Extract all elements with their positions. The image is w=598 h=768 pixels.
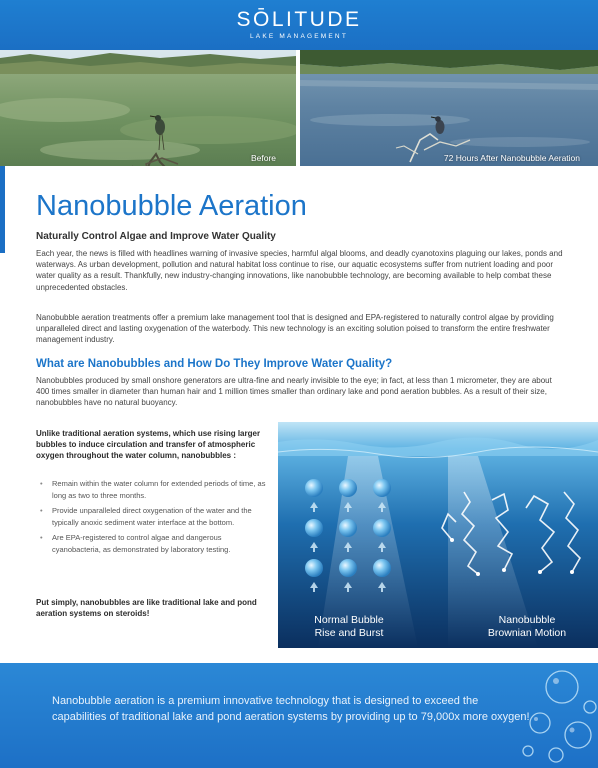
list-item [40,532,270,555]
comparison-closing: Put simply, nanobubbles are like traditional lake and pond aeration systems on steroids! [36,598,257,618]
page-subtitle: Naturally Control Algae and Improve Water Quality [36,231,276,242]
list-item-text: Are EPA-registered to control algae and dangerous cyanobacteria, as demonstrated by laboratory testing. [52,533,231,554]
normal-bubble-label-line1: Normal Bubble [314,614,384,626]
list-item-text: Provide unparalleled direct oxygenation of the water and the typically anoxic sediment water interface at the bottom. [52,506,252,527]
header-banner [0,0,598,50]
before-caption: Before [250,153,276,163]
bullet-icon: • [40,533,43,542]
after-caption: 72 Hours After Nanobubble Aeration [443,153,580,163]
after-photo-image [300,50,598,166]
nanobubble-label [462,614,592,640]
nanobubble-label-line2: Brownian Motion [487,627,567,639]
bullet-icon: • [40,506,43,515]
list-item-text: Remain within the water column for extended periods of time, as long as two to three months. [52,479,266,500]
benefit-list [40,478,270,559]
accent-bar [0,166,5,253]
bubble-illustration [278,422,598,648]
normal-bubble-label [294,614,404,640]
section-heading: What are Nanobubbles and How Do They Improve Water Quality? [36,358,393,370]
intro-paragraph: Each year, the news is filled with headlines warning of invasive species, harmful algal blooms, and deadly cyanotoxins plaguing our lakes, ponds and waterways. As urban development, pollution and natural habitat loss continue to rise, our aquatic ecosystems suffer from nutrient loading and poor water quality as a result. Thankfully, new industry-changing innovations, like nanobubble technology, are becoming available to help combat these unprecedented obstacles. [36,249,563,292]
footer-banner [0,663,598,768]
footer-text: Nanobubble aeration is a premium innovative technology that is designed to exceed the capabilities of traditional lake and pond aeration systems by providing up to 79,000x more oxygen! [52,695,530,723]
after-photo [300,50,598,166]
bullet-icon: • [40,479,43,488]
comparison-lead: Unlike traditional aeration systems, which use rising larger bubbles to induce circulation and transfer of atmospheric oxygen throughout the water column, nanobubbles : [36,429,261,460]
treatment-paragraph: Nanobubble aeration treatments offer a premium lake management tool that is designed and EPA-registered to naturally control algae by providing unparalleled direct and lasting oxygenation of the waterbody. This new technology is an exciting solution poised to transform the entire freshwater management industry. [36,313,554,345]
nanobubble-label-line1: Nanobubble [498,614,556,626]
page-title: Nanobubble Aeration [36,190,307,222]
normal-bubble-label-line2: Rise and Burst [314,627,384,639]
brand-tagline: LAKE MANAGEMENT [249,33,348,40]
list-item [40,505,270,528]
before-photo [0,50,296,166]
before-photo-image [0,50,296,166]
list-item [40,478,270,501]
section-paragraph: Nanobubbles produced by small onshore generators are ultra-fine and nearly invisible to the eye; in fact, at less than 1 micrometer, they are about 400 times smaller in diameter than human hair and 1 million times smaller than ordinary lake and pond aeration bubbles. As a result of their size, nanobubbles have no natural buoyancy. [36,376,552,408]
brand-logo: SŌLITUDE [236,8,362,31]
